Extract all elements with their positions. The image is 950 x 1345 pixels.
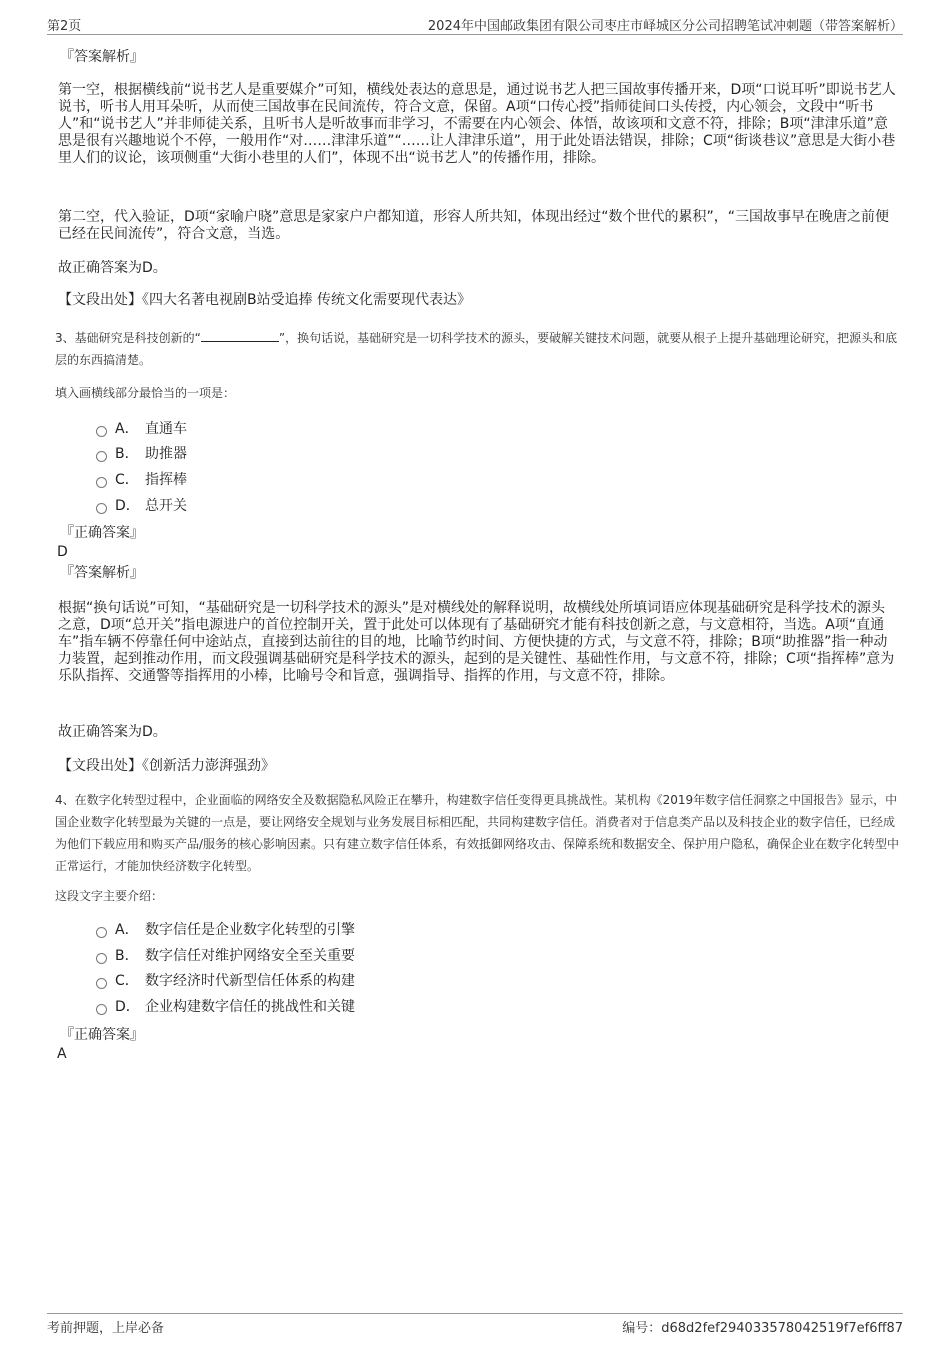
radio-icon[interactable]	[96, 927, 107, 938]
analysis-heading: 『答案解析』	[60, 565, 144, 581]
correct-answer-heading: 『正确答案』	[60, 525, 144, 541]
analysis-conclusion: 故正确答案为D。	[58, 724, 167, 740]
analysis-heading: 『答案解析』	[60, 49, 144, 65]
radio-icon[interactable]	[96, 978, 107, 989]
question-3-stem: 3、基础研究是科技创新的“ ”，换句话说，基础研究是一切科学技术的源头，要破解关键技术问题，就要从根子上提升基础理论研究，把源头和底层的东西搞清楚。	[55, 331, 898, 367]
q3-option-c[interactable]: C． 指挥棒	[96, 470, 187, 490]
question-4-stem: 4、在数字化转型过程中，企业面临的网络安全及数据隐私风险正在攀升，构建数字信任变得更具挑战性。某机构《2019年数字信任洞察之中国报告》显示，中国企业数字化转型最为关键的一点是，要让网络安全规划与业务发展目标相匹配，共同构建数字信任。消费者对于信息类产品以及科技企业的数字信任，已经成为他们下载应用和购买产品/服务的核心影响因素。只有建立数字信任体系，有效抵御网络攻击、保障系统和数据安全、保护用户隐私，确保企业在数字化转型中正常运行，才能加快经济数字化转型。	[55, 793, 900, 873]
q3-option-d[interactable]: D． 总开关	[96, 496, 187, 516]
radio-icon[interactable]	[96, 426, 107, 437]
analysis-paragraph-1: 第一空，根据横线前“说书艺人是重要媒介”可知，横线处表达的意思是，通过说书艺人把三国故事传播开来，D项“口说耳听”即说书艺人说书，听书人用耳朵听，从而使三国故事在民间流传，符合文意，保留。A项“口传心授”指师徒间口头传授，内心领会，文段中“听书人”和“说书艺人”并非师徒关系，且听书人是听故事而非学习，不需要在内心领会、体悟，故该项和文意不符，排除；B项“津津乐道”意思是很有兴趣地说个不停，一般用作“对……津津乐道”“……让人津津乐道”，用于此处语法错误，排除；C项“街谈巷议”意思是大街小巷里人们的议论，该项侧重“大街小巷里的人们”，体现不出“说书艺人”的传播作用，排除。	[58, 82, 896, 166]
page-footer	[47, 1313, 903, 1336]
source-citation: 【文段出处】《创新活力澎湃强劲》	[58, 758, 275, 774]
correct-answer-value: D	[57, 544, 68, 560]
radio-icon[interactable]	[96, 503, 107, 514]
q4-option-d[interactable]: D． 企业构建数字信任的挑战性和关键	[96, 997, 355, 1017]
q4-option-a[interactable]: A． 数字信任是企业数字化转型的引擎	[96, 920, 355, 940]
question-3-analysis: 根据“换句话说”可知，“基础研究是一切科学技术的源头”是对横线处的解释说明，故横线处所填词语应体现基础研究是科学技术的源头之意，D项“总开关”指电源进户的首位控制开关，置于此处可以体现有了基础研究才能有科技创新之意，与文意相符，当选。A项“直通车”指车辆不停靠任何中途站点，直接到达前往的目的地，比喻节约时间、方便快捷的方式，与文意不符，排除；B项“助推器”指一种动力装置，起到推动作用，而文段强调基础研究是科学技术的源头，起到的是关键性、基础性作用，与文意不符，排除；C项“指挥棒”意为乐队指挥、交通警等指挥用的小棒，比喻号令和旨意，强调指导、指挥的作用，与文意不符，排除。	[58, 600, 895, 684]
q3-option-b[interactable]: B． 助推器	[96, 444, 187, 464]
blank-line	[201, 329, 279, 342]
analysis-paragraph-2: 第二空，代入验证，D项“家喻户晓”意思是家家户户都知道，形容人所共知，体现出经过“数个世代的累积”，“三国故事早在晚唐之前便已经在民间流传”，符合文意，当选。	[58, 209, 890, 242]
q4-option-b[interactable]: B． 数字信任对维护网络安全至关重要	[96, 946, 355, 966]
question-4-prompt: 这段文字主要介绍：	[55, 889, 164, 903]
correct-answer-heading: 『正确答案』	[60, 1027, 144, 1043]
radio-icon[interactable]	[96, 1004, 107, 1015]
footer-slogan: 考前押题，上岸必备	[47, 1321, 165, 1336]
radio-icon[interactable]	[96, 953, 107, 964]
page-header	[47, 12, 903, 35]
question-3-prompt: 填入画横线部分最恰当的一项是：	[55, 386, 236, 400]
correct-answer-value: A	[57, 1046, 67, 1062]
page-number: 第2页	[47, 19, 82, 34]
document-title: 2024年中国邮政集团有限公司枣庄市峄城区分公司招聘笔试冲刺题（带答案解析）	[427, 19, 903, 34]
analysis-conclusion: 故正确答案为D。	[58, 260, 167, 276]
source-citation: 【文段出处】《四大名著电视剧B站受追捧 传统文化需要现代表达》	[58, 292, 472, 308]
q3-option-a[interactable]: A． 直通车	[96, 419, 187, 439]
q4-option-c[interactable]: C． 数字经济时代新型信任体系的构建	[96, 971, 355, 991]
document-code: 编号：d68d2fef294033578042519f7ef6ff87	[622, 1321, 903, 1336]
radio-icon[interactable]	[96, 451, 107, 462]
radio-icon[interactable]	[96, 477, 107, 488]
